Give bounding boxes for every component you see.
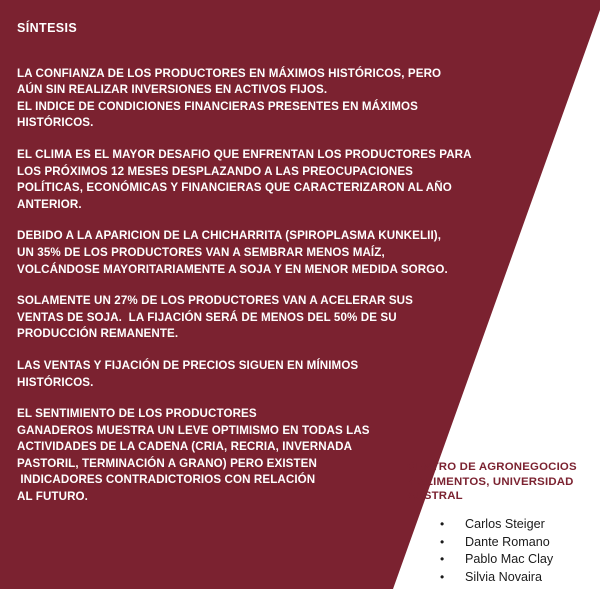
synthesis-paragraph-4: DEBIDO A LA APARICION DE LA CHICHARRITA (SPIROPLASMA KUNKELII), UN 35% DE LOS PRODUCTORES VAN A SEMBRAR MENOS MAÍZ, VOLCÁNDOSE MAYORITARIAMENTE A SOJA Y EN MENOR MEDIDA SORGO. xyxy=(17,229,448,276)
author-item xyxy=(440,551,553,569)
synthesis-paragraph-2: EL INDICE DE CONDICIONES FINANCIERAS PRESENTES EN MÁXIMOS HISTÓRICOS. xyxy=(17,99,419,130)
synthesis-paragraph-3: EL CLIMA ES EL MAYOR DESAFIO QUE ENFRENTAN LOS PRODUCTORES PARA LOS PRÓXIMOS 12 MESES DESPLAZANDO A LAS PREOCUPACIONES POLÍTICAS, ECONÓMICAS Y FINANCIERAS QUE CARACTERIZARON AL AÑO ANTERIOR. xyxy=(17,147,472,211)
author-item xyxy=(440,534,553,552)
author-name: Silvia Novaira xyxy=(465,569,542,584)
author-name: Dante Romano xyxy=(465,534,550,549)
institution-name: CENTRO DE AGRONEGOCIOS Y ALIMENTOS, UNIVERSIDAD AUSTRAL xyxy=(407,461,577,503)
synthesis-title: SÍNTESIS xyxy=(17,21,78,35)
author-name: Pablo Mac Clay xyxy=(465,552,554,567)
synthesis-paragraph-1: LA CONFIANZA DE LOS PRODUCTORES EN MÁXIMOS HISTÓRICOS, PERO AÚN SIN REALIZAR INVERSIONES EN ACTIVOS FIJOS. xyxy=(17,66,442,97)
author-item xyxy=(440,569,553,587)
authors-list xyxy=(440,516,553,586)
synthesis-paragraph-6: LAS VENTAS Y FIJACIÓN DE PRECIOS SIGUEN EN MÍNIMOS HISTÓRICOS. xyxy=(17,358,359,389)
author-item xyxy=(440,516,553,534)
bullet-icon: • xyxy=(440,534,445,549)
bullet-icon: • xyxy=(440,569,445,584)
synthesis-paragraph-7: EL SENTIMIENTO DE LOS PRODUCTORES GANADEROS MUESTRA UN LEVE OPTIMISMO EN TODAS LAS ACTIVIDADES DE LA CADENA (CRIA, RECRIA, INVERNADA PASTORIL, TERMINACIÓN A GRANO) PERO EXISTEN INDICADORES CONTRADICTORIOS CON RELACIÓN AL FUTURO. xyxy=(17,407,370,504)
author-name: Carlos Steiger xyxy=(465,517,545,531)
bullet-icon: • xyxy=(440,552,445,567)
synthesis-section xyxy=(17,20,487,521)
synthesis-paragraph-5: SOLAMENTE UN 27% DE LOS PRODUCTORES VAN A ACELERAR SUS VENTAS DE SOJA. LA FIJACIÓN SERÁ DE MENOS DEL 50% DE SU PRODUCCIÓN REMANENTE. xyxy=(17,294,413,341)
bullet-icon: • xyxy=(440,517,445,531)
